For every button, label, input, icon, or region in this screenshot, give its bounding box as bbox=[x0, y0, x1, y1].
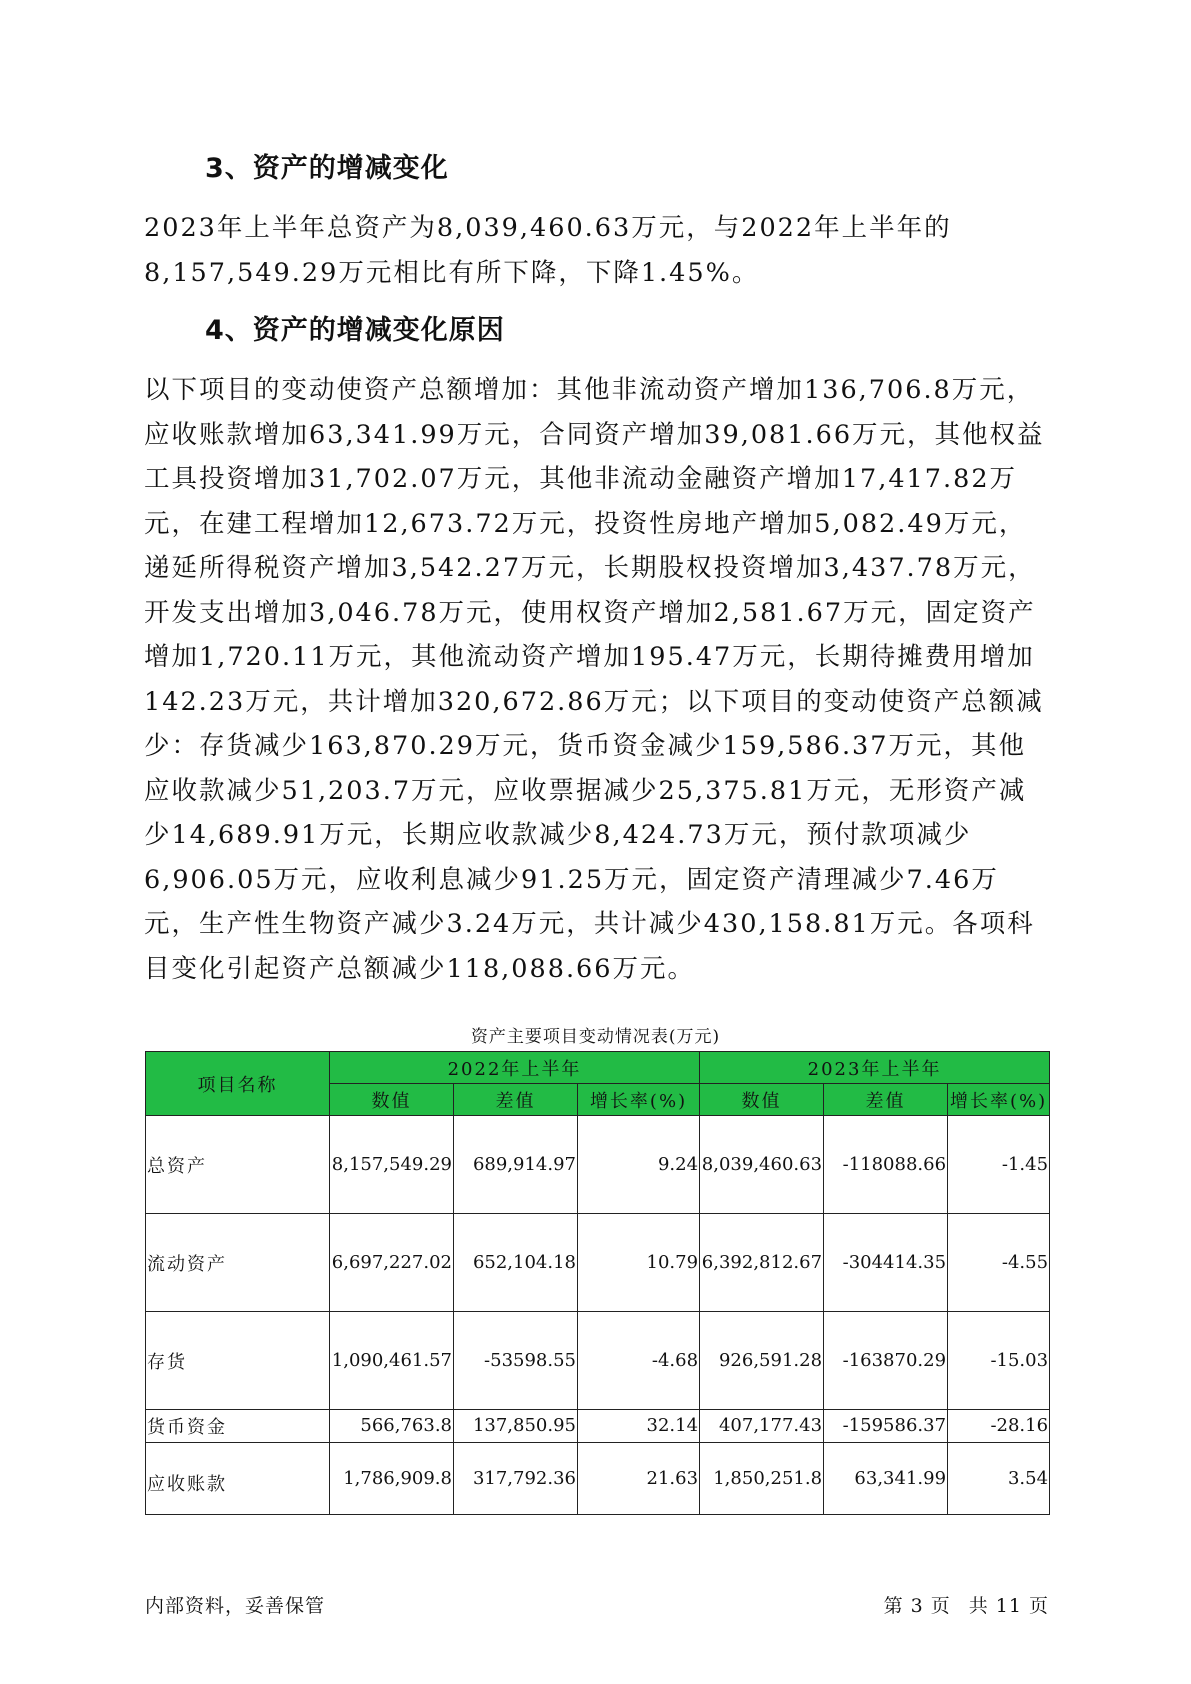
cell-value-2023: 8,039,460.63 bbox=[700, 1116, 824, 1214]
cell-diff-2023: -163870.29 bbox=[824, 1312, 948, 1410]
section-paragraph-4: 以下项目的变动使资产总额增加：其他非流动资产增加136,706.8万元，应收账款增加63,341.99万元，合同资产增加39,081.66万元，其他权益工具投资增加31,702.07万元，其他非流动金融资产增加17,417.82万元，在建工程增加12,673.72万元，投资性房地产增加5,082.49万元，递延所得税资产增加3,542.27万元，长期股权投资增加3,437.78万元，开发支出增加3,046.78万元，使用权资产增加2,581.67万元，固定资产增加1,720.11万元，其他流动资产增加195.47万元，长期待摊费用增加142.23万元，共计增加320,672.86万元；以下项目的变动使资产总额减少：存货减少163,870.29万元，货币资金减少159,586.37万元，其他应收款减少51,203.7万元，应收票据减少25,375.81万元，无形资产减少14,689.91万元，长期应收款减少8,424.73万元，预付款项减少6,906.05万元，应收利息减少91.25万元，固定资产清理减少7.46万元，生产性生物资产减少3.24万元，共计减少430,158.81万元。各项科目变化引起资产总额减少118,088.66万元。 bbox=[144, 375, 1045, 984]
cell-growth-2023: -15.03 bbox=[948, 1312, 1050, 1410]
cell-value-2022: 8,157,549.29 bbox=[330, 1116, 454, 1214]
cell-growth-2022: 32.14 bbox=[578, 1410, 700, 1443]
cell-value-2022: 1,786,909.8 bbox=[330, 1443, 454, 1515]
cell-value-2022: 1,090,461.57 bbox=[330, 1312, 454, 1410]
header-growth-2023: 增长率(%) bbox=[948, 1084, 1050, 1116]
cell-diff-2022: 652,104.18 bbox=[454, 1214, 578, 1312]
cell-value-2022: 6,697,227.02 bbox=[330, 1214, 454, 1312]
footer-page-total: 共 11 页 bbox=[968, 1595, 1049, 1617]
cell-diff-2022: 317,792.36 bbox=[454, 1443, 578, 1515]
cell-diff-2023: 63,341.99 bbox=[824, 1443, 948, 1515]
cell-value-2023: 1,850,251.8 bbox=[700, 1443, 824, 1515]
header-value-2023: 数值 bbox=[700, 1084, 824, 1116]
section-heading-4: 4、资产的增减变化原因 bbox=[205, 315, 505, 346]
asset-change-table bbox=[145, 1051, 1050, 1515]
cell-growth-2023: 3.54 bbox=[948, 1443, 1050, 1515]
cell-growth-2023: -4.55 bbox=[948, 1214, 1050, 1312]
table-caption: 资产主要项目变动情况表(万元) bbox=[470, 1027, 721, 1047]
row-label: 流动资产 bbox=[146, 1214, 330, 1312]
table-row bbox=[146, 1312, 1050, 1410]
cell-diff-2023: -118088.66 bbox=[824, 1116, 948, 1214]
cell-growth-2022: 10.79 bbox=[578, 1214, 700, 1312]
cell-diff-2022: -53598.55 bbox=[454, 1312, 578, 1410]
cell-diff-2022: 137,850.95 bbox=[454, 1410, 578, 1443]
footer-page-number: 第 3 页 bbox=[883, 1595, 951, 1617]
footer-page-info bbox=[884, 1591, 1049, 1618]
header-diff-2022: 差值 bbox=[454, 1084, 578, 1116]
table-row bbox=[146, 1214, 1050, 1312]
table-row bbox=[146, 1410, 1050, 1443]
row-label: 应收账款 bbox=[146, 1443, 330, 1515]
cell-diff-2023: -304414.35 bbox=[824, 1214, 948, 1312]
footer-confidential-note: 内部资料，妥善保管 bbox=[145, 1595, 326, 1617]
header-year-2023: 2023年上半年 bbox=[700, 1052, 1050, 1084]
cell-diff-2023: -159586.37 bbox=[824, 1410, 948, 1443]
cell-growth-2022: -4.68 bbox=[578, 1312, 700, 1410]
table-row bbox=[146, 1443, 1050, 1515]
row-label: 货币资金 bbox=[146, 1410, 330, 1443]
cell-growth-2022: 9.24 bbox=[578, 1116, 700, 1214]
cell-value-2023: 407,177.43 bbox=[700, 1410, 824, 1443]
header-growth-2022: 增长率(%) bbox=[578, 1084, 700, 1116]
cell-growth-2023: -28.16 bbox=[948, 1410, 1050, 1443]
table-row bbox=[146, 1116, 1050, 1214]
cell-value-2023: 926,591.28 bbox=[700, 1312, 824, 1410]
section-heading-3: 3、资产的增减变化 bbox=[205, 153, 449, 184]
row-label: 总资产 bbox=[146, 1116, 330, 1214]
cell-growth-2023: -1.45 bbox=[948, 1116, 1050, 1214]
cell-growth-2022: 21.63 bbox=[578, 1443, 700, 1515]
cell-value-2023: 6,392,812.67 bbox=[700, 1214, 824, 1312]
section-paragraph-3: 2023年上半年总资产为8,039,460.63万元，与2022年上半年的8,157,549.29万元相比有所下降，下降1.45%。 bbox=[144, 213, 952, 288]
header-value-2022: 数值 bbox=[330, 1084, 454, 1116]
header-diff-2023: 差值 bbox=[824, 1084, 948, 1116]
cell-diff-2022: 689,914.97 bbox=[454, 1116, 578, 1214]
row-label: 存货 bbox=[146, 1312, 330, 1410]
header-year-2022: 2022年上半年 bbox=[330, 1052, 700, 1084]
cell-value-2022: 566,763.8 bbox=[330, 1410, 454, 1443]
header-item-name: 项目名称 bbox=[146, 1052, 330, 1116]
